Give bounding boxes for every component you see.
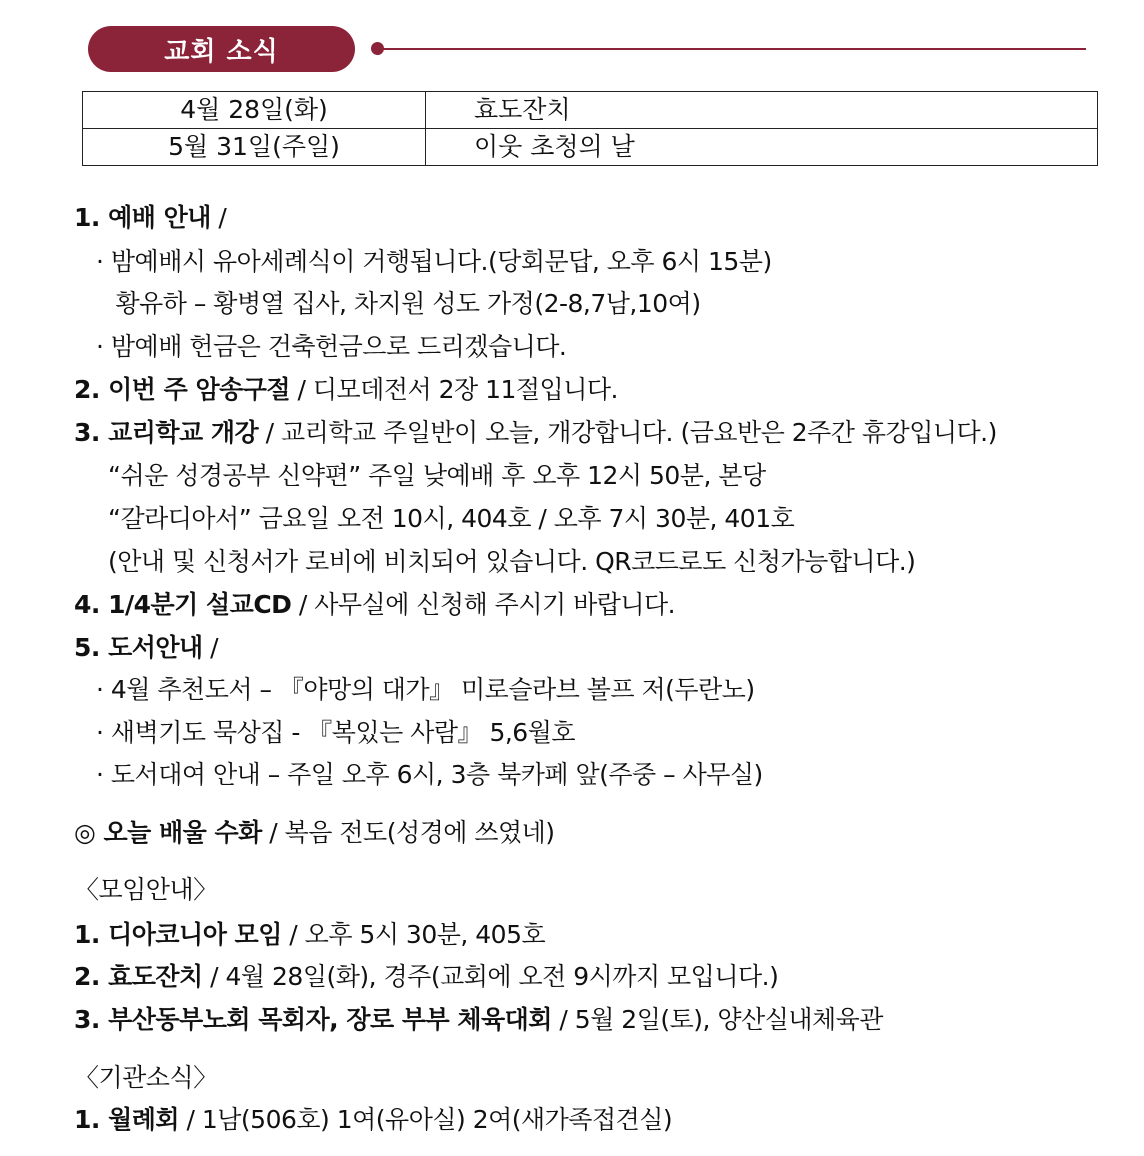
announcement-line [74,375,618,405]
table-row [83,92,1098,129]
announcement-text: · 밤예배 헌금은 건축헌금으로 드리겠습니다. [96,332,567,361]
announcement-text: / [210,203,227,232]
divider-line [380,48,1086,50]
announcement-line [108,547,915,577]
schedule-event: 효도잔치 [426,92,1098,129]
announcement-line [96,718,575,748]
announcement-text: / 오후 5시 30분, 405호 [281,920,546,949]
announcement-heading: 1. 디아코니아 모임 [74,920,282,949]
announcement-line [74,633,218,663]
section-title: 교회 소식 [164,36,279,67]
announcement-text: “갈라디아서” 금요일 오전 10시, 404호 / 오후 7시 30분, 401호 [108,504,795,533]
schedule-date: 4월 28일(화) [83,92,426,129]
announcement-line [74,1105,672,1135]
announcement-heading: 5. 도서안내 [74,633,203,662]
announcement-heading: 3. 부산동부노회 목회자, 장로 부부 체육대회 [74,1005,552,1034]
announcement-text: · 밤예배시 유아세례식이 거행됩니다.(당회문답, 오후 6시 15분) [96,247,772,276]
announcement-heading: 2. 이번 주 암송구절 [74,375,291,404]
announcement-text: / 5월 2일(토), 양산실내체육관 [551,1005,883,1034]
announcement-text: / 교리학교 주일반이 오늘, 개강합니다. (금요반은 2주간 휴강입니다.) [258,418,997,447]
announcement-text: / 4월 28일(화), 경주(교회에 오전 9시까지 모입니다.) [202,962,779,991]
schedule-date: 5월 31일(주일) [83,129,426,166]
announcement-text: 〈기관소식〉 [74,1063,218,1092]
announcement-text: / [202,633,219,662]
announcement-text: / 복음 전도(성경에 쓰였네) [261,818,555,847]
announcement-line [108,289,701,319]
section-title-badge [88,26,355,72]
announcement-line [74,962,778,992]
announcement-text: / 디모데전서 2장 11절입니다. [290,375,618,404]
announcement-text: (안내 및 신청서가 로비에 비치되어 있습니다. QR코드로도 신청가능합니다.) [108,547,916,576]
announcement-line [74,1063,218,1093]
announcement-text: · 새벽기도 묵상집 - 『복있는 사람』 5,6월호 [96,718,576,747]
announcement-heading: 1. 예배 안내 [74,203,211,232]
announcement-line [74,920,545,950]
announcement-heading: 2. 효도잔치 [74,962,203,991]
announcement-line [74,203,226,233]
announcement-line [74,418,997,448]
announcement-line [74,875,218,905]
announcement-heading: 3. 교리학교 개강 [74,418,259,447]
announcement-text: “쉬운 성경공부 신약편” 주일 낮예배 후 오후 12시 50분, 본당 [108,461,766,490]
announcement-line [74,818,555,848]
announcement-heading: 4. 1/4분기 설교CD [74,590,292,619]
table-row [83,129,1098,166]
announcement-line [96,247,772,277]
announcement-line [74,1005,883,1035]
announcement-text: · 4월 추천도서 – 『야망의 대가』 미로슬라브 볼프 저(두란노) [96,675,755,704]
announcement-heading: 1. 월례회 [74,1105,180,1134]
announcement-heading: ◎ 오늘 배울 수화 [74,818,262,847]
announcement-text: / 사무실에 신청해 주시기 바랍니다. [291,590,676,619]
announcement-line [74,590,675,620]
schedule-event: 이웃 초청의 날 [426,129,1098,166]
announcement-text: · 도서대여 안내 – 주일 오후 6시, 3층 북카페 앞(주중 – 사무실) [96,760,763,789]
announcement-line [108,504,794,534]
schedule-table [82,91,1098,166]
announcement-line [96,332,566,362]
announcement-text: 〈모임안내〉 [74,875,218,904]
announcement-line [96,760,763,790]
announcement-line [108,461,766,491]
announcement-text: 황유하 – 황병열 집사, 차지원 성도 가정(2-8,7남,10여) [108,289,701,318]
announcement-line [96,675,755,705]
announcement-text: / 1남(506호) 1여(유아실) 2여(새가족접견실) [179,1105,673,1134]
